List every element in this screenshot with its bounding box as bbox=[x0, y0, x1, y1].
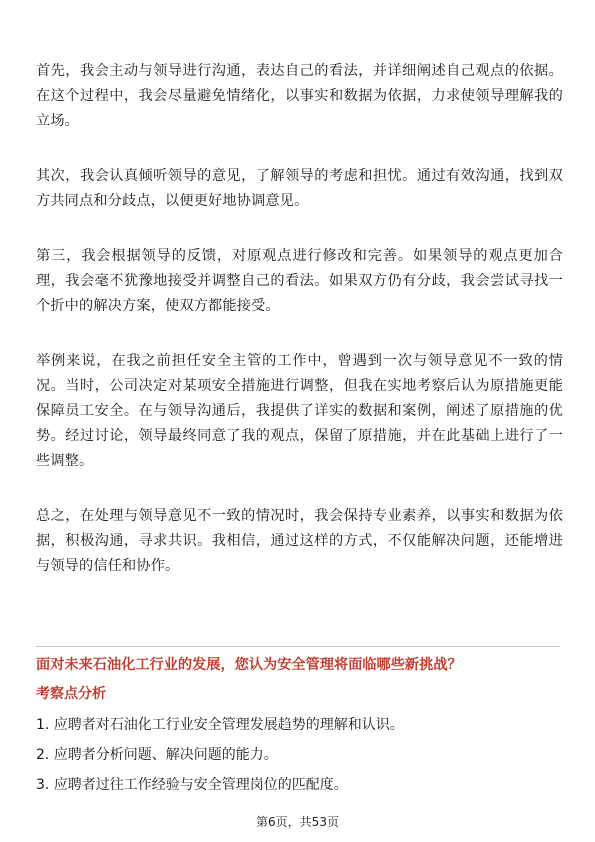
analysis-title: 考察点分析 bbox=[36, 686, 106, 702]
section-divider bbox=[36, 646, 560, 647]
analysis-point: 3. 应聘者过往工作经验与安全管理岗位的匹配度。 bbox=[36, 777, 348, 793]
analysis-list bbox=[36, 710, 563, 800]
analysis-point: 2. 应聘者分析问题、解决问题的能力。 bbox=[36, 747, 278, 763]
paragraph-summary: 总之，在处理与领导意见不一致的情况时，我会保持专业素养，以事实和数据为依据，积极沟通，寻求共识。我相信，通过这样的方式，不仅能解决问题，还能增进与领导的信任和协作。 bbox=[36, 508, 563, 574]
paragraph-first: 首先，我会主动与领导进行沟通，表达自己的看法，并详细阐述自己观点的依据。在这个过程中，我会尽量避免情绪化，以事实和数据为依据，力求使领导理解我的立场。 bbox=[36, 63, 563, 129]
paragraph-second: 其次，我会认真倾听领导的意见，了解领导的考虑和担忧。通过有效沟通，找到双方共同点和分歧点，以便更好地协调意见。 bbox=[36, 168, 563, 209]
analysis-point: 1. 应聘者对石油化工行业安全管理发展趋势的理解和认识。 bbox=[36, 717, 404, 733]
paragraph-third: 第三，我会根据领导的反馈，对原观点进行修改和完善。如果领导的观点更加合理，我会毫不犹豫地接受并调整自己的看法。如果双方仍有分歧，我会尝试寻找一个折中的解决方案，使双方都能接受。 bbox=[36, 248, 563, 314]
answer-body bbox=[36, 59, 563, 579]
paragraph-example: 举例来说，在我之前担任安全主管的工作中，曾遇到一次与领导意见不一致的情况。当时，公司决定对某项安全措施进行调整，但我在实地考察后认为原措施更能保障员工安全。在与领导沟通后，我提供了详实的数据和案例，阐述了原措施的优势。经过讨论，领导最终同意了我的观点，保留了原措施，并在此基础上进行了一些调整。 bbox=[36, 353, 563, 469]
page-number: 第6页，共53页 bbox=[256, 815, 339, 829]
question-heading: 面对未来石油化工行业的发展，您认为安全管理将面临哪些新挑战？ bbox=[36, 657, 462, 673]
